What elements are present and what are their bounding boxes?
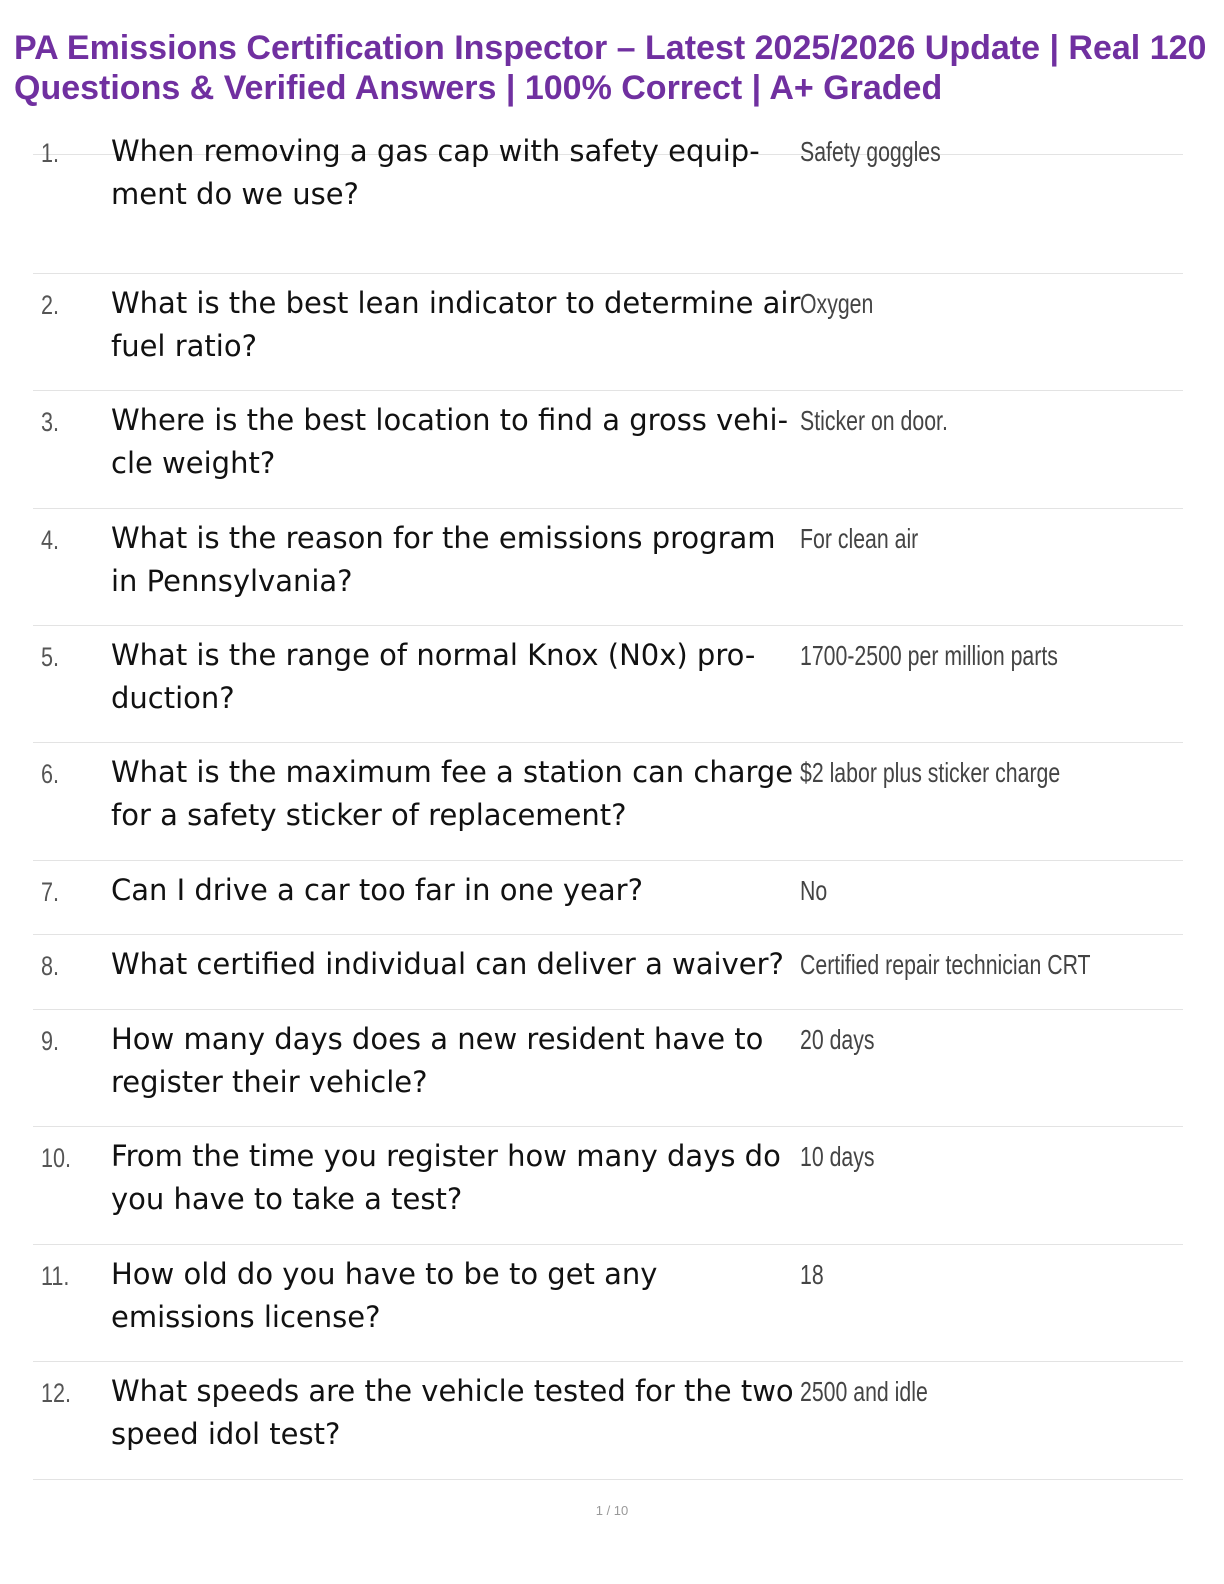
answer-text: $2 labor plus sticker charge [800, 757, 1061, 788]
question-number: 3. [41, 407, 60, 437]
question-text: What certified individual can deliver a waiver? [111, 947, 784, 981]
qa-row-11 [33, 1245, 1183, 1362]
qa-row-9 [33, 1010, 1183, 1127]
question-number: 8. [41, 951, 60, 981]
answer-text: For clean air [800, 523, 919, 554]
qa-row-1 [33, 122, 1183, 274]
question-text: What is the maximum fee a station can charge for a safety sticker of replacement? [111, 755, 794, 832]
qa-row-12 [33, 1362, 1183, 1480]
answer-text: 20 days [800, 1024, 875, 1055]
answer-text: Certified repair technician CRT [800, 949, 1091, 980]
question-text: What is the reason for the emissions program in Pennsylvania? [111, 521, 776, 598]
question-text: Can I drive a car too far in one year? [111, 873, 643, 907]
question-number: 12. [41, 1378, 72, 1408]
question-number: 5. [41, 642, 60, 672]
qa-row-4 [33, 509, 1183, 626]
answer-text: 10 days [800, 1141, 875, 1172]
question-text: When removing a gas cap with safety equip-ment do we use? [111, 134, 760, 211]
qa-row-8 [33, 935, 1183, 1010]
answer-text: No [800, 875, 828, 906]
question-number: 10. [41, 1143, 72, 1173]
question-text: Where is the best location to find a gross vehi-cle weight? [111, 403, 789, 480]
question-number: 11. [41, 1261, 70, 1291]
answer-text: 2500 and idle [800, 1376, 928, 1407]
qa-row-7 [33, 861, 1183, 935]
question-number: 2. [41, 290, 60, 320]
qa-row-6 [33, 743, 1183, 861]
question-text: From the time you register how many days do you have to take a test? [111, 1139, 781, 1216]
question-number: 9. [41, 1026, 60, 1056]
qa-row-5 [33, 626, 1183, 743]
question-text: What is the best lean indicator to determine air fuel ratio? [111, 286, 801, 363]
question-text: How many days does a new resident have to register their vehicle? [111, 1022, 764, 1099]
qa-row-10 [33, 1127, 1183, 1245]
answer-text: Oxygen [800, 288, 874, 319]
qa-row-3 [33, 391, 1183, 509]
question-text: How old do you have to be to get any emissions license? [111, 1257, 658, 1334]
answer-text: Safety goggles [800, 136, 941, 167]
page-title: PA Emissions Certification Inspector – Latest 2025/2026 Update | Real 120 Questions & Verified Answers | 100% Correct | A+ Graded [14, 29, 1207, 107]
question-number: 1. [41, 138, 60, 168]
answer-text: 18 [800, 1259, 824, 1290]
page-number: 1 / 10 [595, 1503, 629, 1518]
question-number: 6. [41, 759, 60, 789]
qa-list [33, 122, 1183, 1480]
question-number: 4. [41, 525, 60, 555]
answer-text: Sticker on door. [800, 405, 948, 436]
qa-row-2 [33, 274, 1183, 391]
answer-text: 1700-2500 per million parts [800, 640, 1058, 671]
question-text: What is the range of normal Knox (N0x) pro-duction? [111, 638, 756, 715]
question-number: 7. [41, 877, 60, 907]
question-text: What speeds are the vehicle tested for the two speed idol test? [111, 1374, 794, 1451]
